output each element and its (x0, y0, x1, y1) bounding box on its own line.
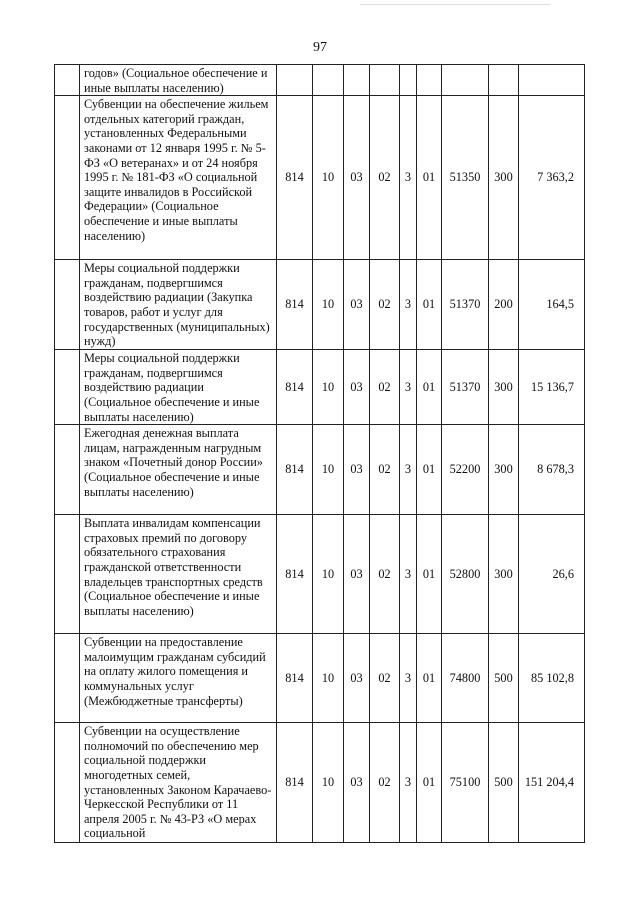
expense-type-cell: 300 (489, 350, 519, 425)
expense-name-cell: Ежегодная денежная выплата лицам, награжденным нагрудным знаком «Почетный донор России» (Социальное обеспечение и иные выплаты населению) (80, 425, 277, 515)
subsection-cell: 03 (344, 260, 370, 350)
expense-name-cell: Меры социальной поддержки гражданам, подвергшимся воздействию радиации (Социальное обеспечение и иные выплаты населению) (80, 350, 277, 425)
program-cell: 02 (370, 425, 400, 515)
table-row (55, 515, 585, 634)
budget-table (54, 64, 585, 843)
subprogram-cell: 3 (400, 425, 417, 515)
expense-type-cell: 500 (489, 634, 519, 723)
measure-cell: 01 (417, 515, 442, 634)
expense-type-cell: 500 (489, 723, 519, 843)
expense-type-cell: 300 (489, 425, 519, 515)
section-cell: 10 (313, 515, 344, 634)
subsection-cell: 03 (344, 515, 370, 634)
grbs-cell: 814 (277, 350, 313, 425)
direction-cell: 75100 (442, 723, 489, 843)
program-cell: 02 (370, 515, 400, 634)
expense-name-cell: Выплата инвалидам компенсации страховых премий по договору обязательного страхования гражданской ответственности владельцев транспортных средств (Социальное обеспечение и иные выплаты населению) (80, 515, 277, 634)
expense-type-cell: 300 (489, 515, 519, 634)
subsection-cell: 03 (344, 350, 370, 425)
row-index-cell (55, 634, 80, 723)
row-index-cell (55, 96, 80, 260)
grbs-cell: 814 (277, 96, 313, 260)
expense-name-cell: Меры социальной поддержки гражданам, подвергшимся воздействию радиации (Закупка товаров, работ и услуг для государственных (муниципальных) нужд) (80, 260, 277, 350)
grbs-cell (277, 65, 313, 96)
row-index-cell (55, 350, 80, 425)
direction-cell (442, 65, 489, 96)
grbs-cell: 814 (277, 425, 313, 515)
section-cell (313, 65, 344, 96)
direction-cell: 51370 (442, 260, 489, 350)
amount-cell: 7 363,2 (519, 96, 585, 260)
subprogram-cell: 3 (400, 723, 417, 843)
direction-cell: 52800 (442, 515, 489, 634)
expense-name-cell: Субвенции на осуществление полномочий по обеспечению мер социальной поддержки многодетных семей, установленных Законом Карачаево-Черкесской Республики от 11 апреля 2005 г. № 43-РЗ «О мерах социальной (80, 723, 277, 843)
expense-name-cell: Субвенции на предоставление малоимущим гражданам субсидий на оплату жилого помещения и коммунальных услуг (Межбюджетные трансферты) (80, 634, 277, 723)
subprogram-cell: 3 (400, 350, 417, 425)
amount-cell: 85 102,8 (519, 634, 585, 723)
program-cell (370, 65, 400, 96)
section-cell: 10 (313, 425, 344, 515)
subsection-cell: 03 (344, 634, 370, 723)
row-index-cell (55, 65, 80, 96)
subsection-cell: 03 (344, 425, 370, 515)
subprogram-cell: 3 (400, 515, 417, 634)
section-cell: 10 (313, 96, 344, 260)
grbs-cell: 814 (277, 723, 313, 843)
subprogram-cell: 3 (400, 634, 417, 723)
expense-type-cell: 300 (489, 96, 519, 260)
subsection-cell: 03 (344, 96, 370, 260)
program-cell: 02 (370, 634, 400, 723)
section-cell: 10 (313, 260, 344, 350)
program-cell: 02 (370, 350, 400, 425)
table-row (55, 425, 585, 515)
scan-artifact-line (360, 4, 550, 5)
amount-cell: 164,5 (519, 260, 585, 350)
grbs-cell: 814 (277, 515, 313, 634)
row-index-cell (55, 723, 80, 843)
amount-cell: 26,6 (519, 515, 585, 634)
amount-cell: 15 136,7 (519, 350, 585, 425)
amount-cell: 8 678,3 (519, 425, 585, 515)
subprogram-cell: 3 (400, 260, 417, 350)
amount-cell (519, 65, 585, 96)
program-cell: 02 (370, 723, 400, 843)
table-row (55, 65, 585, 96)
direction-cell: 52200 (442, 425, 489, 515)
subsection-cell (344, 65, 370, 96)
subprogram-cell: 3 (400, 96, 417, 260)
table-row (55, 350, 585, 425)
row-index-cell (55, 425, 80, 515)
expense-type-cell: 200 (489, 260, 519, 350)
measure-cell: 01 (417, 634, 442, 723)
measure-cell: 01 (417, 350, 442, 425)
page-number: 97 (313, 40, 327, 55)
row-index-cell (55, 260, 80, 350)
subprogram-cell (400, 65, 417, 96)
amount-cell: 151 204,4 (519, 723, 585, 843)
expense-name-cell: годов» (Социальное обеспечение и иные выплаты населению) (80, 65, 277, 96)
section-cell: 10 (313, 723, 344, 843)
measure-cell: 01 (417, 425, 442, 515)
table-row (55, 634, 585, 723)
measure-cell (417, 65, 442, 96)
measure-cell: 01 (417, 723, 442, 843)
section-cell: 10 (313, 350, 344, 425)
subsection-cell: 03 (344, 723, 370, 843)
grbs-cell: 814 (277, 260, 313, 350)
expense-name-cell: Субвенции на обеспечение жильем отдельных категорий граждан, установленных Федеральными законами от 12 января 1995 г. № 5-ФЗ «О ветеранах» и от 24 ноября 1995 г. № 181-ФЗ «О социальной защите инвалидов в Российской Федерации» (Социальное обеспечение и иные выплаты населению) (80, 96, 277, 260)
measure-cell: 01 (417, 96, 442, 260)
direction-cell: 51370 (442, 350, 489, 425)
direction-cell: 74800 (442, 634, 489, 723)
program-cell: 02 (370, 260, 400, 350)
table-row (55, 260, 585, 350)
table-row (55, 96, 585, 260)
grbs-cell: 814 (277, 634, 313, 723)
row-index-cell (55, 515, 80, 634)
program-cell: 02 (370, 96, 400, 260)
section-cell: 10 (313, 634, 344, 723)
expense-type-cell (489, 65, 519, 96)
table-row (55, 723, 585, 843)
direction-cell: 51350 (442, 96, 489, 260)
measure-cell: 01 (417, 260, 442, 350)
